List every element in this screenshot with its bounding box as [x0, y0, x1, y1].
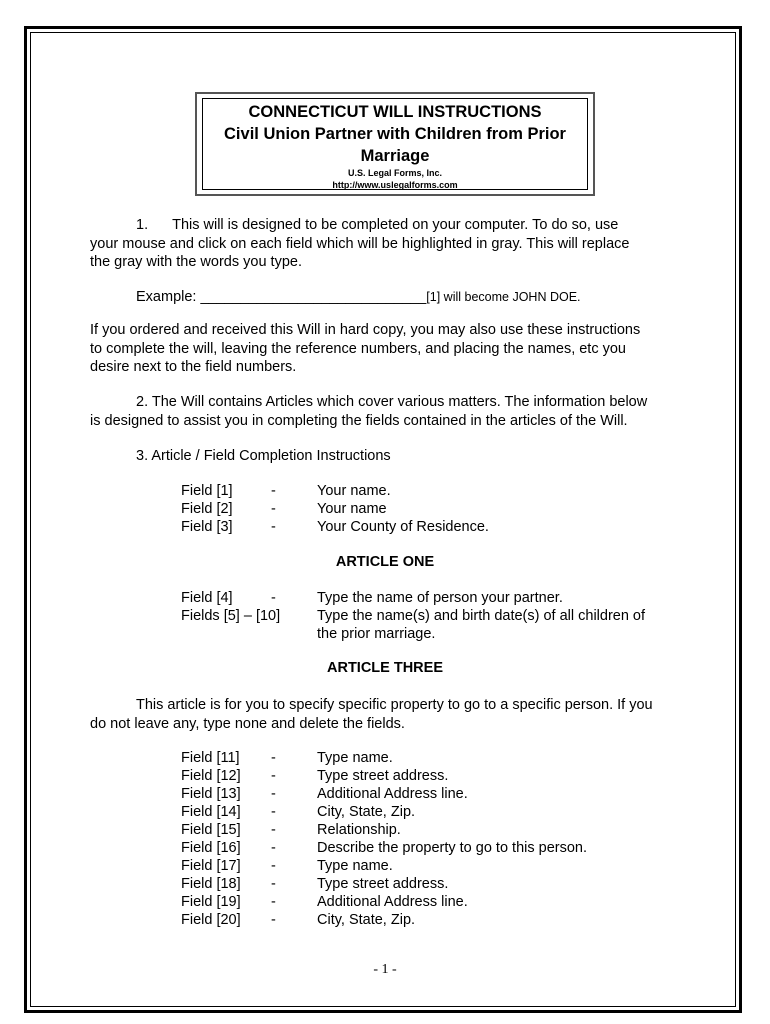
field-label: Field [2]: [181, 501, 233, 517]
field-label: Field [18]: [181, 876, 241, 892]
field-label: Field [20]: [181, 912, 241, 928]
field-label: Field [13]: [181, 786, 241, 802]
field-description: Relationship.: [317, 822, 401, 838]
document-title: CONNECTICUT WILL INSTRUCTIONS: [248, 103, 542, 121]
field-description: Type the name(s) and birth date(s) of all children of: [317, 608, 646, 624]
paragraph-text: is designed to assist you in completing the fields contained in the articles of the Will.: [90, 412, 628, 429]
field-dash: -: [271, 519, 276, 535]
example-blank: ____________________________: [200, 289, 427, 305]
page-number: - 1 -: [373, 962, 397, 977]
document-subtitle-line1: Civil Union Partner with Children from Prior: [224, 125, 566, 143]
field-dash: -: [271, 590, 276, 606]
field-description: Type name.: [317, 858, 393, 874]
field-label: Field [4]: [181, 590, 233, 606]
paragraph-number: 1.: [136, 217, 149, 233]
field-dash: -: [271, 840, 276, 856]
document-subtitle-line2: Marriage: [360, 147, 430, 165]
field-label: Field [3]: [181, 519, 233, 535]
field-label: Field [16]: [181, 840, 241, 856]
field-label: Field [11]: [181, 750, 240, 766]
field-description: City, State, Zip.: [317, 912, 416, 928]
field-dash: -: [271, 786, 276, 802]
field-label: Field [12]: [181, 768, 241, 784]
paragraph-text: This will is designed to be completed on your computer. To do so, use: [172, 217, 619, 233]
field-description: Describe the property to go to this person.: [317, 840, 588, 856]
field-label: Field [15]: [181, 822, 241, 838]
paragraph-text: desire next to the field numbers.: [90, 359, 297, 375]
paragraph-text: This article is for you to specify specific property to go to a specific person. If you: [136, 697, 653, 713]
field-dash: -: [271, 858, 276, 874]
field-description: Type the name of person your partner.: [317, 590, 563, 606]
title-box: [202, 98, 588, 190]
field-dash: -: [271, 483, 276, 499]
article-three-heading: ARTICLE THREE: [327, 660, 443, 676]
paragraph-text: do not leave any, type none and delete the fields.: [90, 715, 405, 732]
paragraph-text: to complete the will, leaving the reference numbers, and placing the names, etc you: [90, 340, 626, 357]
paragraph-text: 3. Article / Field Completion Instructions: [136, 448, 391, 464]
article-one-heading: ARTICLE ONE: [335, 554, 435, 570]
field-description: Type name.: [317, 750, 393, 766]
field-label: Field [19]: [181, 894, 241, 910]
field-label: Field [14]: [181, 804, 241, 820]
field-description: Type street address.: [317, 768, 449, 784]
paragraph-text: 2. The Will contains Articles which cover various matters. The information below: [136, 394, 648, 410]
field-description: Type street address.: [317, 876, 449, 892]
field-label: Fields [5] – [10]: [181, 608, 281, 624]
field-description: Your County of Residence.: [317, 519, 489, 535]
field-dash: -: [271, 876, 276, 892]
example-label: Example:: [136, 289, 201, 305]
company-url[interactable]: http://www.uslegalforms.com: [332, 180, 458, 190]
field-description: City, State, Zip.: [317, 804, 416, 820]
field-label: Field [17]: [181, 858, 241, 874]
field-description: Additional Address line.: [317, 894, 468, 910]
example-line: [136, 288, 656, 307]
paragraph-text: your mouse and click on each field which will be highlighted in gray. This will replace: [90, 235, 630, 252]
field-dash: -: [271, 750, 276, 766]
field-dash: -: [271, 822, 276, 838]
paragraph-text: the gray with the words you type.: [90, 254, 302, 270]
hardcopy-paragraph: [90, 321, 690, 377]
field-dash: -: [271, 912, 276, 928]
field-dash: -: [271, 768, 276, 784]
field-description: Additional Address line.: [317, 786, 468, 802]
instruction-paragraph-1: [90, 216, 690, 272]
field-description: the prior marriage.: [317, 626, 436, 642]
field-label: Field [1]: [181, 483, 233, 499]
field-dash: -: [271, 501, 276, 517]
field-dash: -: [271, 804, 276, 820]
company-name: U.S. Legal Forms, Inc.: [347, 168, 443, 178]
field-description: Your name.: [317, 483, 391, 499]
example-result: [1] will become JOHN DOE.: [426, 290, 581, 304]
instruction-paragraph-3: [90, 447, 690, 466]
article-three-intro: [90, 696, 690, 733]
paragraph-text: If you ordered and received this Will in hard copy, you may also use these instructions: [90, 322, 641, 338]
instruction-paragraph-2: [90, 393, 690, 430]
field-description: Your name: [317, 501, 387, 517]
field-dash: -: [271, 894, 276, 910]
